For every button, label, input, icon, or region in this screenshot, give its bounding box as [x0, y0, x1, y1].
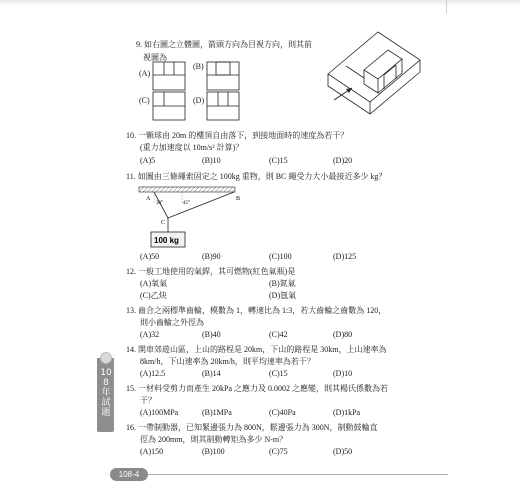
q16-option-c[interactable]: (C)75 — [269, 447, 288, 456]
q16-stem-line1: 16. 一帶制動器，已知緊邊張力為 800N，鬆邊張力為 300N，制動鼓輪直 — [126, 423, 378, 432]
page-number: 108-4 — [118, 470, 140, 479]
q11-option-c[interactable]: (C)100 — [269, 252, 292, 261]
q13-stem-line1: 13. 齒合之兩標準齒輪，模數為 1，轉速比為 1:3，若大齒輪之齒數為 120， — [126, 306, 387, 315]
q10-option-b[interactable]: (B)10 — [202, 156, 221, 165]
q10-option-a[interactable]: (A)5 — [140, 156, 156, 165]
q12-stem: 12. 一般工地使用的氣銲，其可燃物(紅色氣瓶)是 — [126, 267, 296, 276]
q14-option-c[interactable]: (C)15 — [269, 369, 288, 378]
q12-option-c[interactable]: (C)乙炔 — [140, 291, 167, 300]
q11-rope-figure — [138, 184, 248, 250]
q9-option-a-label[interactable]: (A) — [139, 69, 151, 78]
footer-rule — [148, 474, 448, 475]
q11-option-b[interactable]: (B)90 — [202, 252, 221, 261]
side-tab-dot-icon — [100, 352, 112, 364]
q16-option-d[interactable]: (D)50 — [333, 447, 353, 456]
side-tab-label: 108年試題 — [100, 368, 112, 418]
q12-option-a[interactable]: (A)氧氣 — [140, 279, 168, 288]
view-direction-arrow-icon — [334, 88, 352, 100]
q13-option-d[interactable]: (D)80 — [333, 330, 353, 339]
q13-option-c[interactable]: (C)42 — [269, 330, 288, 339]
q9-stem-line1: 9. 如右圖之立體圖，箭頭方向為目視方向，則其前 — [136, 40, 312, 49]
q9-isometric-figure — [318, 30, 428, 118]
q15-option-c[interactable]: (C)40Pa — [269, 408, 296, 417]
q15-stem-line2: 干？ — [140, 396, 156, 405]
q9-option-c-figure — [152, 91, 186, 121]
q11-option-d[interactable]: (D)125 — [333, 252, 357, 261]
q11-angle-left: 30° — [156, 201, 163, 206]
q12-option-b[interactable]: (B)氮氣 — [269, 279, 296, 288]
q14-option-d[interactable]: (D)10 — [333, 369, 353, 378]
q12-option-d[interactable]: (D)氬氣 — [269, 291, 297, 300]
q16-option-a[interactable]: (A)150 — [140, 447, 164, 456]
q10-stem-line2: (重力加速度以 10m/s² 計算)？ — [140, 143, 244, 152]
top-divider — [446, 0, 447, 14]
q9-option-a-figure — [152, 61, 186, 91]
top-band — [0, 0, 520, 6]
q10-option-c[interactable]: (C)15 — [269, 156, 288, 165]
q9-stem-line2: 視圖為 — [143, 53, 167, 62]
q9-option-c-label[interactable]: (C) — [139, 96, 150, 105]
q11-stem: 11. 如圖由三條繩索固定之 100kg 重物，則 BC 繩受力大小最接近多少 kg？ — [126, 172, 387, 181]
q11-label-a: A — [146, 196, 151, 202]
q15-option-b[interactable]: (B)1MPa — [202, 408, 232, 417]
q15-stem-line1: 15. 一材料受剪力而產生 20kPa 之應力及 0.0002 之應變，則其楊氏係數為若 — [126, 384, 388, 393]
q10-option-d[interactable]: (D)20 — [333, 156, 353, 165]
q9-option-d-figure — [206, 91, 240, 121]
q10-stem-line1: 10. 一顆球由 20m 的樓頂自由落下，到接地面時的速度為若干？ — [126, 131, 349, 140]
q14-option-b[interactable]: (B)14 — [202, 369, 221, 378]
q16-stem-line2: 徑為 200mm，則其制動轉矩為多少 N-m？ — [140, 435, 288, 444]
q9-option-b-label[interactable]: (B) — [193, 62, 204, 71]
q9-option-b-figure — [206, 61, 240, 91]
q11-label-b: B — [236, 196, 241, 202]
q15-option-a[interactable]: (A)100MPa — [140, 408, 179, 417]
q13-stem-line2: 則小齒輪之外徑為 — [140, 318, 204, 327]
q11-option-a[interactable]: (A)50 — [140, 252, 160, 261]
q14-stem-line2: 8km/h，下山速率為 20km/h，則平均速率為若干？ — [140, 357, 315, 366]
q15-option-d[interactable]: (D)1kPa — [333, 408, 361, 417]
q13-option-b[interactable]: (B)40 — [202, 330, 221, 339]
q11-label-c: C — [161, 220, 166, 226]
q11-angle-right: 45° — [183, 201, 190, 206]
q9-option-d-label[interactable]: (D) — [193, 96, 205, 105]
q16-option-b[interactable]: (B)100 — [202, 447, 225, 456]
q13-option-a[interactable]: (A)32 — [140, 330, 160, 339]
q11-weight-label: 100 kg — [154, 236, 179, 245]
q14-option-a[interactable]: (A)12.5 — [140, 369, 166, 378]
q14-stem-line1: 14. 開車郊遊山區，上山的路程是 20km，下山的路程是 30km，上山速率為 — [126, 345, 387, 354]
